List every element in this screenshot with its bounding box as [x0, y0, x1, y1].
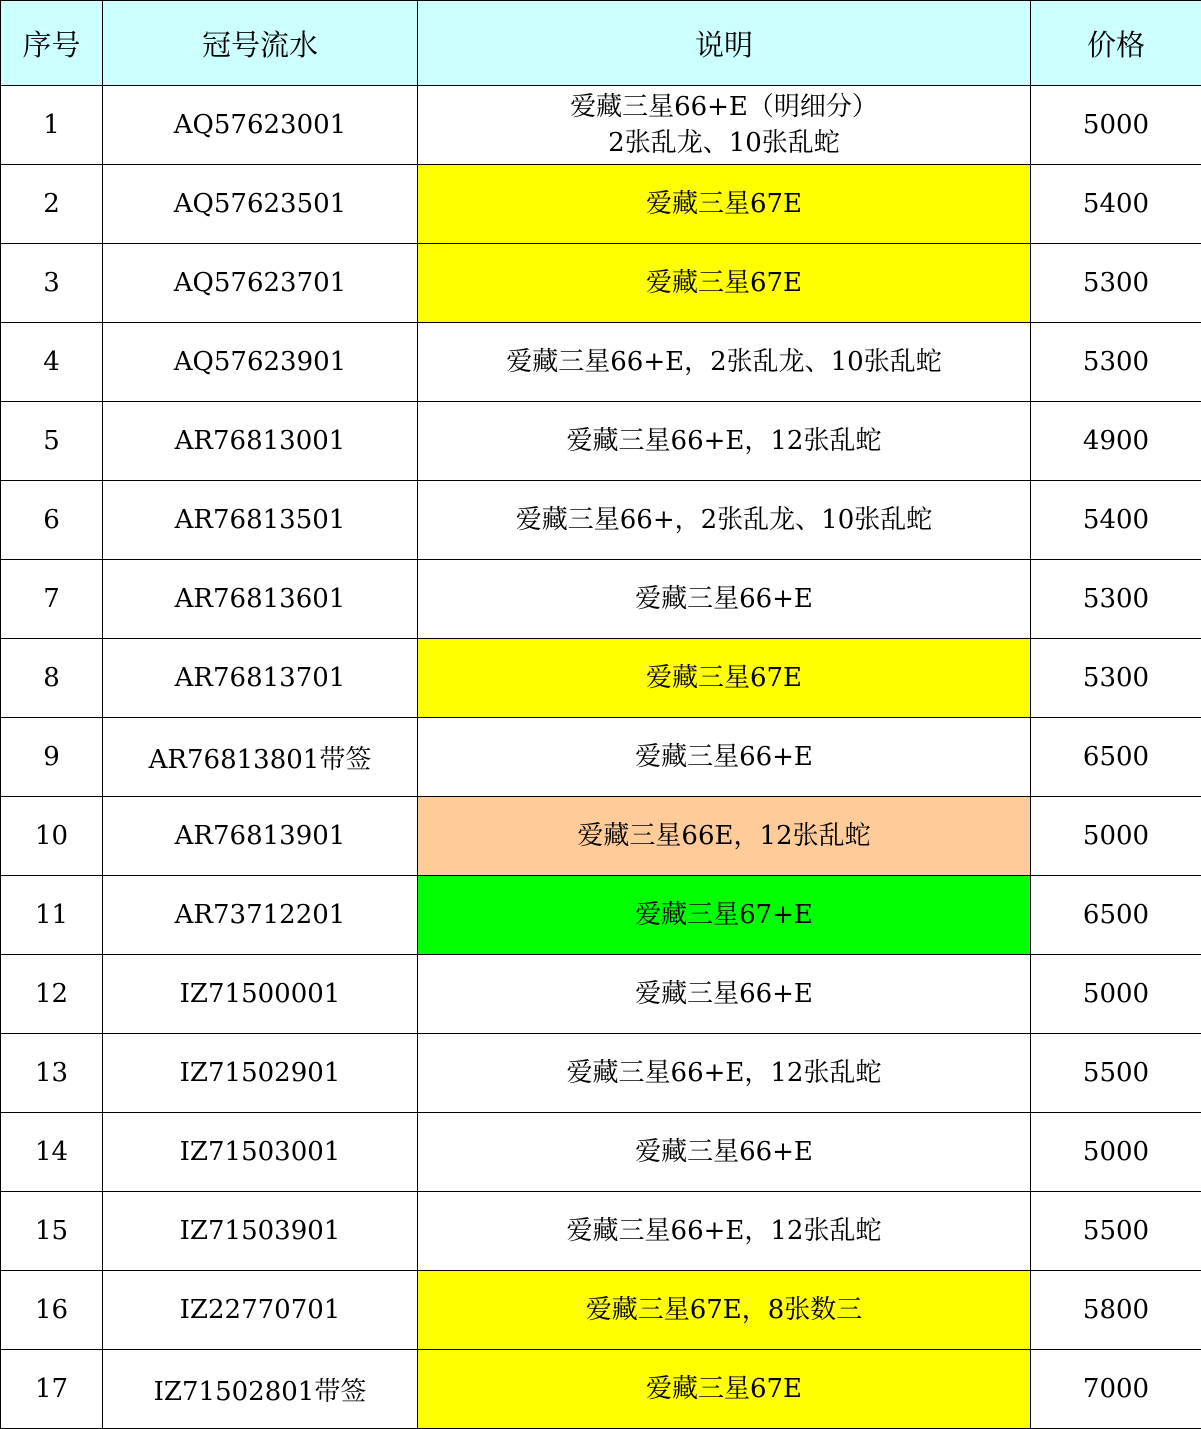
cell-serial: IZ71502901 [103, 1034, 418, 1113]
cell-serial: IZ71503901 [103, 1192, 418, 1271]
table-row [1, 1192, 1201, 1271]
cell-serial: AR76813901 [103, 797, 418, 876]
cell-index: 7 [1, 560, 103, 639]
table-header [1, 1, 1201, 86]
cell-description: 爱藏三星66+E [418, 560, 1031, 639]
table-row [1, 244, 1201, 323]
table-row [1, 323, 1201, 402]
header-price: 价格 [1031, 1, 1201, 86]
cell-price: 6500 [1031, 718, 1201, 797]
table-row [1, 165, 1201, 244]
cell-price: 5000 [1031, 86, 1201, 165]
cell-description: 爱藏三星67E [418, 1350, 1031, 1429]
cell-serial: IZ71500001 [103, 955, 418, 1034]
cell-index: 9 [1, 718, 103, 797]
header-description: 说明 [418, 1, 1031, 86]
cell-price: 5300 [1031, 244, 1201, 323]
cell-index: 6 [1, 481, 103, 560]
table-row [1, 1034, 1201, 1113]
table-row [1, 1350, 1201, 1429]
table-row [1, 481, 1201, 560]
cell-index: 16 [1, 1271, 103, 1350]
cell-price: 7000 [1031, 1350, 1201, 1429]
cell-serial: AQ57623701 [103, 244, 418, 323]
table-row [1, 797, 1201, 876]
cell-index: 11 [1, 876, 103, 955]
table-row [1, 639, 1201, 718]
cell-serial: AR76813801带签 [103, 718, 418, 797]
cell-description: 爱藏三星66+，2张乱龙、10张乱蛇 [418, 481, 1031, 560]
cell-index: 17 [1, 1350, 103, 1429]
cell-index: 1 [1, 86, 103, 165]
cell-serial: AQ57623501 [103, 165, 418, 244]
cell-index: 2 [1, 165, 103, 244]
cell-description: 爱藏三星66+E，2张乱龙、10张乱蛇 [418, 323, 1031, 402]
cell-description: 爱藏三星67E，8张数三 [418, 1271, 1031, 1350]
cell-description: 爱藏三星67E [418, 639, 1031, 718]
cell-description: 爱藏三星67E [418, 165, 1031, 244]
cell-price: 5500 [1031, 1192, 1201, 1271]
cell-serial: AQ57623001 [103, 86, 418, 165]
cell-price: 6500 [1031, 876, 1201, 955]
cell-price: 5400 [1031, 165, 1201, 244]
cell-price: 5800 [1031, 1271, 1201, 1350]
cell-price: 5300 [1031, 639, 1201, 718]
cell-description: 爱藏三星66+E，12张乱蛇 [418, 1192, 1031, 1271]
cell-description: 爱藏三星66E，12张乱蛇 [418, 797, 1031, 876]
cell-price: 5500 [1031, 1034, 1201, 1113]
cell-price: 5000 [1031, 1113, 1201, 1192]
cell-serial: AR76813601 [103, 560, 418, 639]
cell-index: 14 [1, 1113, 103, 1192]
table-row [1, 86, 1201, 165]
table-row [1, 876, 1201, 955]
cell-serial: AR76813501 [103, 481, 418, 560]
cell-serial: AQ57623901 [103, 323, 418, 402]
cell-index: 13 [1, 1034, 103, 1113]
cell-index: 4 [1, 323, 103, 402]
cell-serial: AR73712201 [103, 876, 418, 955]
header-row [1, 1, 1201, 86]
table-row [1, 1271, 1201, 1350]
header-serial: 冠号流水 [103, 1, 418, 86]
cell-price: 5000 [1031, 955, 1201, 1034]
cell-index: 5 [1, 402, 103, 481]
cell-index: 12 [1, 955, 103, 1034]
cell-serial: IZ71503001 [103, 1113, 418, 1192]
cell-serial: IZ22770701 [103, 1271, 418, 1350]
table-row [1, 402, 1201, 481]
cell-description: 爱藏三星66+E，12张乱蛇 [418, 1034, 1031, 1113]
cell-price: 5300 [1031, 323, 1201, 402]
cell-description: 爱藏三星66+E [418, 718, 1031, 797]
cell-description: 爱藏三星66+E，12张乱蛇 [418, 402, 1031, 481]
cell-serial: AR76813701 [103, 639, 418, 718]
cell-description: 爱藏三星67+E [418, 876, 1031, 955]
table-row [1, 560, 1201, 639]
cell-description: 爱藏三星66+E（明细分） 2张乱龙、10张乱蛇 [418, 86, 1031, 165]
cell-price: 5400 [1031, 481, 1201, 560]
cell-price: 5300 [1031, 560, 1201, 639]
table-body [1, 86, 1201, 1429]
cell-description: 爱藏三星66+E [418, 955, 1031, 1034]
table-row [1, 718, 1201, 797]
cell-description: 爱藏三星66+E [418, 1113, 1031, 1192]
cell-serial: IZ71502801带签 [103, 1350, 418, 1429]
cell-serial: AR76813001 [103, 402, 418, 481]
header-index: 序号 [1, 1, 103, 86]
cell-index: 15 [1, 1192, 103, 1271]
cell-index: 10 [1, 797, 103, 876]
table-row [1, 955, 1201, 1034]
cell-index: 8 [1, 639, 103, 718]
cell-description: 爱藏三星67E [418, 244, 1031, 323]
cell-price: 4900 [1031, 402, 1201, 481]
table-row [1, 1113, 1201, 1192]
cell-price: 5000 [1031, 797, 1201, 876]
cell-index: 3 [1, 244, 103, 323]
